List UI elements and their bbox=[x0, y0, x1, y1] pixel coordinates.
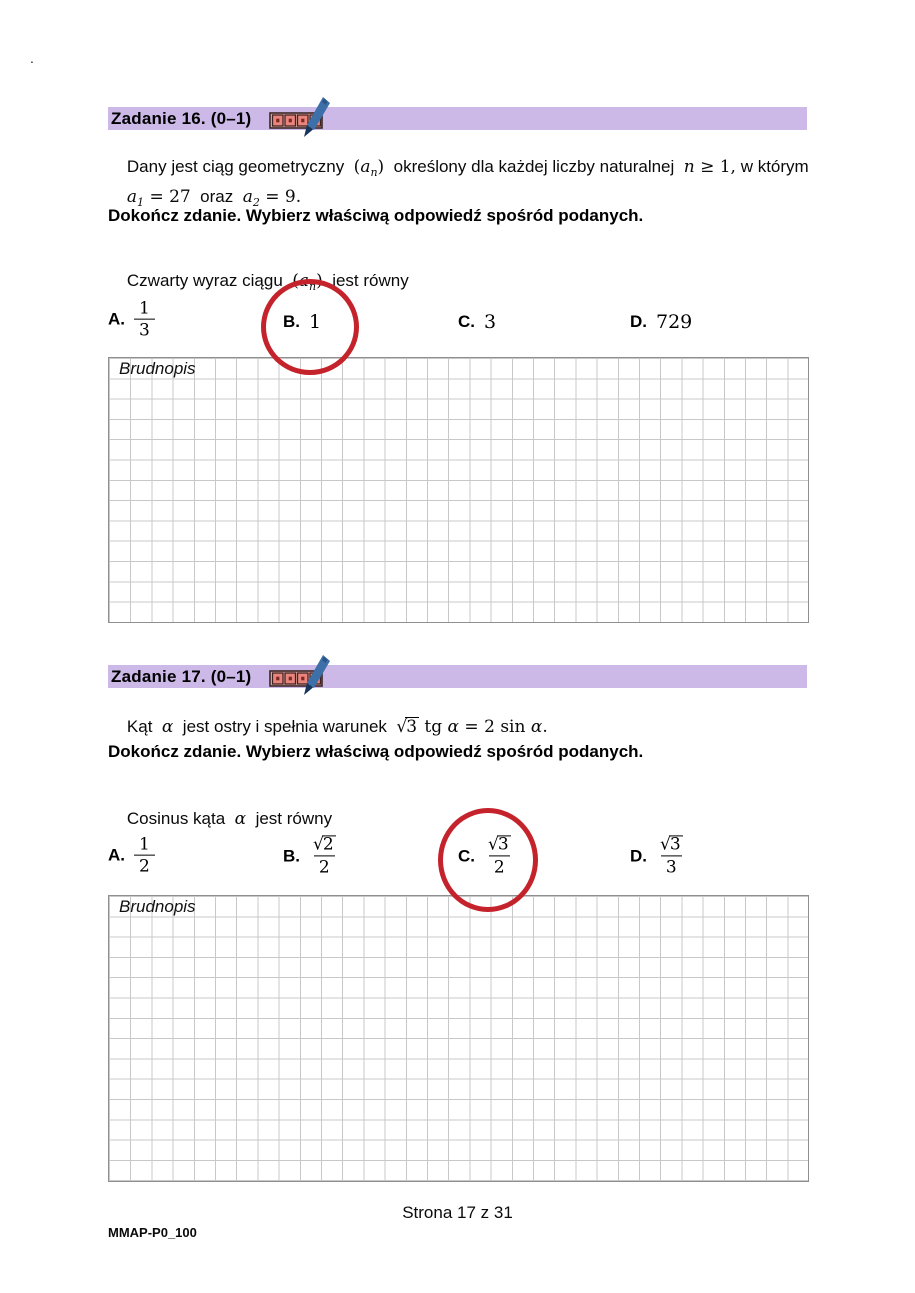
option-letter: D. bbox=[630, 845, 647, 865]
option-letter: D. bbox=[630, 312, 647, 331]
option-value: 729 bbox=[656, 311, 693, 333]
task17-answer-circle-c bbox=[438, 808, 538, 912]
exam-sheet-code: MMAP-P0_100 bbox=[108, 1225, 197, 1240]
fraction-with-radical: $\frac{√3}{2}$ bbox=[488, 834, 509, 878]
option-letter: A. bbox=[108, 846, 125, 865]
page-number: Strona 17 z 31 bbox=[402, 1203, 513, 1222]
stray-mark: . bbox=[30, 50, 34, 66]
task17-option-b bbox=[283, 835, 340, 876]
task17-instruction: Dokończ zdanie. Wybierz właściwą odpowiedź spośród podanych. bbox=[108, 742, 644, 761]
option-value: 1 bbox=[309, 311, 322, 333]
sqrt: √2 bbox=[313, 834, 334, 855]
task17-title: Zadanie 17. (0–1) bbox=[111, 666, 252, 686]
sqrt: √3 bbox=[488, 834, 509, 855]
option-letter: A. bbox=[108, 310, 125, 329]
task17-brudnopis-grid bbox=[108, 895, 809, 1182]
task17-prompt: Cosinus kąta α jest równy bbox=[126, 809, 333, 829]
answer-sheet-pen-icon bbox=[266, 96, 338, 140]
task16-intro-line2: $a_1 = 27$ oraz $a_2 = 9$. bbox=[126, 187, 302, 209]
task16-option-c bbox=[458, 311, 496, 333]
brudnopis-label: Brudnopis bbox=[119, 359, 196, 378]
option-letter: C. bbox=[458, 312, 475, 331]
task16-intro-line1: Dany jest ciąg geometryczny $(a_n)$ określony dla każdej liczby naturalnej n ≥ 1, w którym bbox=[126, 157, 809, 179]
task16-title: Zadanie 16. (0–1) bbox=[111, 108, 252, 128]
sqrt-3: √3 bbox=[396, 717, 418, 737]
fraction: $\frac{1}{3}$ bbox=[134, 300, 155, 341]
task17-header-bar bbox=[108, 665, 807, 688]
task16-answer-circle-b bbox=[261, 279, 359, 375]
sqrt: √3 bbox=[660, 834, 681, 855]
option-letter: C. bbox=[458, 845, 475, 865]
option-letter: B. bbox=[283, 845, 300, 865]
fraction: $\frac{1}{2}$ bbox=[134, 836, 155, 877]
task16-option-a bbox=[108, 300, 155, 341]
fraction-with-radical: $\frac{√3}{3}$ bbox=[660, 834, 681, 878]
task16-prompt: Czwarty wyraz ciągu $(a_n)$ jest równy bbox=[126, 271, 409, 293]
task17-intro: Kąt α jest ostry i spełnia warunek √3 tg α = 2 sin α. bbox=[126, 717, 548, 737]
option-letter: B. bbox=[283, 312, 300, 331]
task17-option-a bbox=[108, 836, 155, 877]
brudnopis-label: Brudnopis bbox=[119, 897, 196, 916]
task16-instruction: Dokończ zdanie. Wybierz właściwą odpowiedź spośród podanych. bbox=[108, 206, 644, 225]
task16-option-d bbox=[630, 311, 692, 333]
task17-option-d bbox=[630, 835, 687, 876]
task16-brudnopis-grid bbox=[108, 357, 809, 623]
option-value: 3 bbox=[484, 311, 497, 333]
answer-sheet-pen-icon bbox=[266, 654, 338, 698]
task16-header-bar bbox=[108, 107, 807, 130]
fraction-with-radical: $\frac{√2}{2}$ bbox=[313, 834, 334, 878]
